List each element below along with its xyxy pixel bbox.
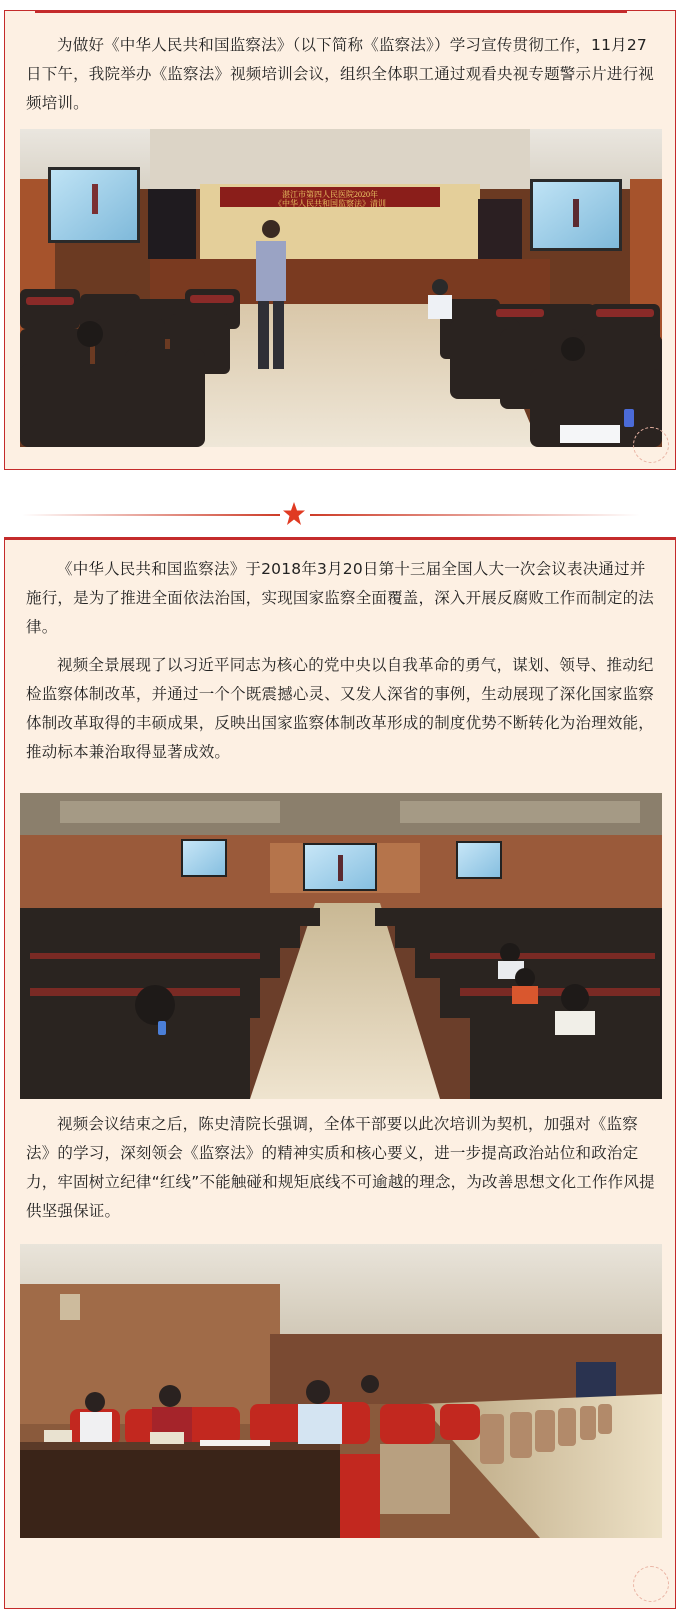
divider-line-right xyxy=(310,514,640,516)
card-top-accent xyxy=(35,10,627,13)
meeting-photo-hall-image xyxy=(20,793,662,1099)
corner-ornament xyxy=(633,427,669,463)
banner-line-1: 湛江市第四人民医院2020年 xyxy=(282,190,378,199)
star-icon xyxy=(282,500,306,528)
divider-star xyxy=(282,500,306,528)
intro-paragraph: 为做好《中华人民共和国监察法》（以下简称《监察法》）学习宣传贯彻工作，11月27日下午，我院举办《监察法》视频培训会议，组织全体职工通过观看央视专题警示片进行视频培训。 xyxy=(26,36,655,112)
meeting-photo-hall xyxy=(20,793,662,1099)
conclusion-paragraph: 视频会议结束之后，陈史清院长强调，全体干部要以此次培训为契机，加强对《监察法》的学习，深刻领会《监察法》的精神实质和核心要义，进一步提高政治站位和政治定力，牢固树立纪律“红线”不能触碰和规矩底线不可逾越的理念，为改善思想文化工作作风提供坚强保证。 xyxy=(26,1115,655,1220)
intro-card xyxy=(4,10,676,470)
meeting-photo-leaders xyxy=(20,1244,662,1538)
corner-ornament xyxy=(633,1566,669,1602)
law-intro-paragraph: 《中华人民共和国监察法》于2018年3月20日第十三届全国人大一次会议表决通过并施行，是为了推进全面依法治国，实现国家监察全面覆盖，深入开展反腐败工作而制定的法律。 xyxy=(26,560,655,636)
meeting-photo-leaders-image xyxy=(20,1244,662,1538)
meeting-photo-speaker xyxy=(20,129,662,447)
content-card xyxy=(4,537,676,1609)
video-summary-paragraph: 视频全景展现了以习近平同志为核心的党中央以自我革命的勇气，谋划、领导、推动纪检监察体制改革，并通过一个个既震撼心灵、又发人深省的事例，生动展现了深化国家监察体制改革取得的丰硕成果，反映出国家监察体制改革形成的制度优势不断转化为治理效能，推动标本兼治取得显著成效。 xyxy=(26,656,655,761)
banner-line-2: 《中华人民共和国监察法》清训 xyxy=(274,199,386,208)
card-top-accent xyxy=(5,537,675,540)
divider-line-left xyxy=(22,514,280,516)
meeting-photo-speaker-image xyxy=(20,129,662,447)
